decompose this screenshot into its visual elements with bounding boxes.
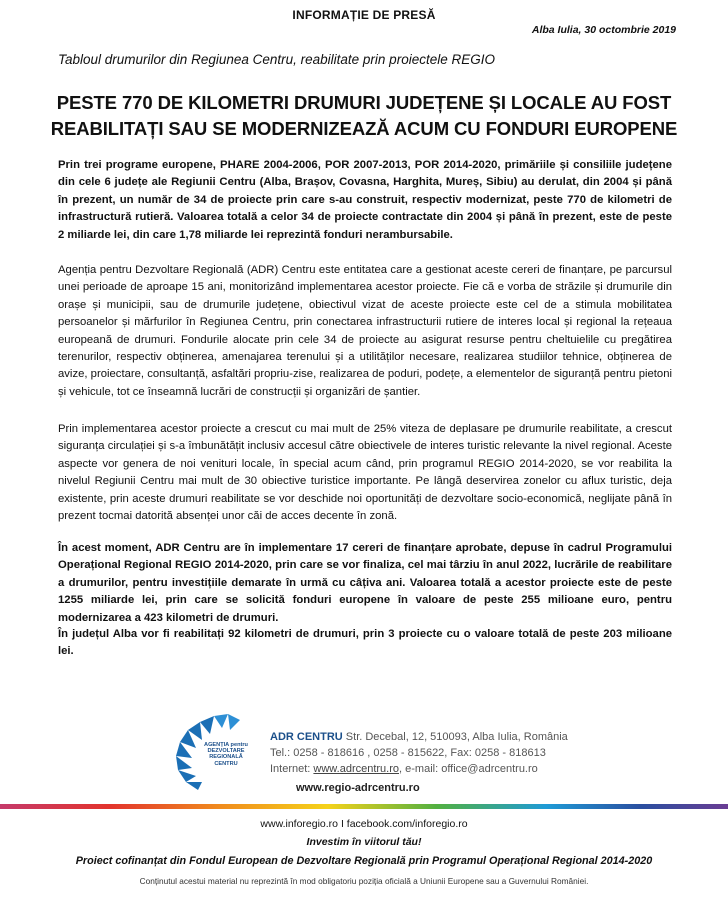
paragraph-intro: Prin trei programe europene, PHARE 2004-2006, POR 2007-2013, POR 2014-2020, primăriile și consiliile județene din cele 6 județe ale Regiunii Centru (Alba, Brașov, Covasna, Harghita, Mureș, Sibiu) au derulat, din 2004 și până în prezent, un număr de 34 de proiecte prin care s-au construit, respectiv modernizat, peste 770 de kilometri de infrastructură rutieră. Valoarea totală a celor 34 de proiecte contractate din 2004 și până în prezent, este de peste 2 miliarde lei, din care 1,78 miliarde lei reprezintă fonduri nerambursabile.	[58, 159, 672, 241]
headline-line-2: REABILITAȚI SAU SE MODERNIZEAZĂ ACUM CU FONDURI EUROPENE	[50, 118, 678, 139]
color-band-divider	[0, 804, 728, 809]
footer-slogan: Investim în viitorul tău!	[306, 836, 422, 848]
address: Str. Decebal, 12, 510093, Alba Iulia, România	[345, 731, 568, 743]
logo-wordmark: AGENȚIA pentru DEZVOLTARE REGIONALĂ CENTRU	[204, 742, 248, 767]
email-link[interactable]: office@adrcentru.ro	[441, 763, 538, 775]
subtitle: Tabloul drumurilor din Regiunea Centru, reabilitate prin proiectele REGIO	[58, 52, 495, 67]
phone-fax: Tel.: 0258 - 818616 , 0258 - 815622, Fax: 0258 - 818613	[270, 747, 546, 759]
paragraph-adr-role: Agenția pentru Dezvoltare Regională (ADR) Centru este entitatea care a gestionat aceste cereri de finanțare, pe parcursul unei perioade de aproape 15 ani, monitorizând implementarea acestor proiecte. Fie că e vorba de străzile și drumurile din orașe și municipii, sau de drumurile județene, obiectivul vizat de aceste proiecte este cel de a stimula mobilitatea persoanelor și mărfurilor în Regiunea Centru, prin conectarea infrastructurii rutiere de interes local și regional la rețeaua europeană de drumuri. Fondurile alocate prin cele 34 de proiecte au asigurat resurse pentru cheltuielile cu pregătirea terenurilor, respectiv obținerea, amenajarea terenului și a utilităților necesare, realizarea studiilor tehnice, obținerea de avize, proiectare, consultanță, asfaltări propriu-zise, realizarea de poduri, podețe, a elementelor de siguranță pentru pietoni și vehicule, tot ce înseamnă lucrări de construcții și organizări de șantier.	[58, 264, 672, 398]
footer-disclaimer: Conținutul acestui material nu reprezintă în mod obligatoriu poziția oficială a Uniunii Europene sau a Guvernului României.	[139, 876, 589, 886]
dateline: Alba Iulia, 30 octombrie 2019	[531, 24, 676, 36]
headline-line-1: PESTE 770 DE KILOMETRI DRUMURI JUDEȚENE ȘI LOCALE AU FOST	[56, 92, 672, 113]
internet-label: Internet:	[270, 763, 311, 775]
email-label: , e-mail:	[399, 763, 439, 775]
footer-cofinance: Proiect cofinanțat din Fondul European de Dezvoltare Regională prin Programul Operațional Regional 2014-2020	[75, 855, 653, 867]
paragraph-alba-county: În județul Alba vor fi reabilitați 92 kilometri de drumuri, prin 3 proiecte cu o valoare totală de peste 203 milioane lei.	[58, 628, 672, 658]
paragraph-current-projects: În acest moment, ADR Centru are în implementare 17 cereri de finanțare aprobate, depuse în cadrul Programului Operațional Regional REGIO 2014-2020, prin care se vor finaliza, cel mai târziu în anul 2022, lucrările de reabilitare a drumurilor, pentru investițiile demarate în urmă cu câțiva ani. Valoarea totală a acestor proiecte este de peste 1255 miliarde lei, prin care se solicită fonduri europene în valoare de peste 255 milioane euro, pentru modernizarea a 423 kilometri de drumuri.	[58, 542, 672, 624]
document-type-heading: INFORMAȚIE DE PRESĂ	[292, 8, 436, 22]
organization-name: ADR CENTRU	[270, 731, 343, 743]
contact-block	[270, 729, 568, 777]
regio-website-link[interactable]: www.regio-adrcentru.ro	[296, 782, 420, 794]
headline	[40, 90, 688, 142]
website-link[interactable]: www.adrcentru.ro	[313, 763, 400, 775]
footer-links[interactable]: www.inforegio.ro I facebook.com/inforegio.ro	[260, 818, 468, 830]
paragraph-impact: Prin implementarea acestor proiecte a crescut cu mai mult de 25% viteza de deplasare pe drumurile reabilitate, a crescut siguranța circulației și s-a îmbunătățit inclusiv accesul către obiectivele de interes turistic relevante la nivel regional. Aceste aspecte vor genera de noi venituri locale, în special acum când, prin programul REGIO 2014-2020, se vor reabilita la nivelul Regiunii Centru mai mult de 30 obiective turistice importante. Pe lângă deservirea zonelor cu aflux turistic, deja existente, prin aceste drumuri reabilitate se vor deschide noi oportunități de dezvoltare socio-economică, neglijate până în prezent tocmai datorită absenței unor căi de acces decente în zonă.	[58, 423, 672, 523]
